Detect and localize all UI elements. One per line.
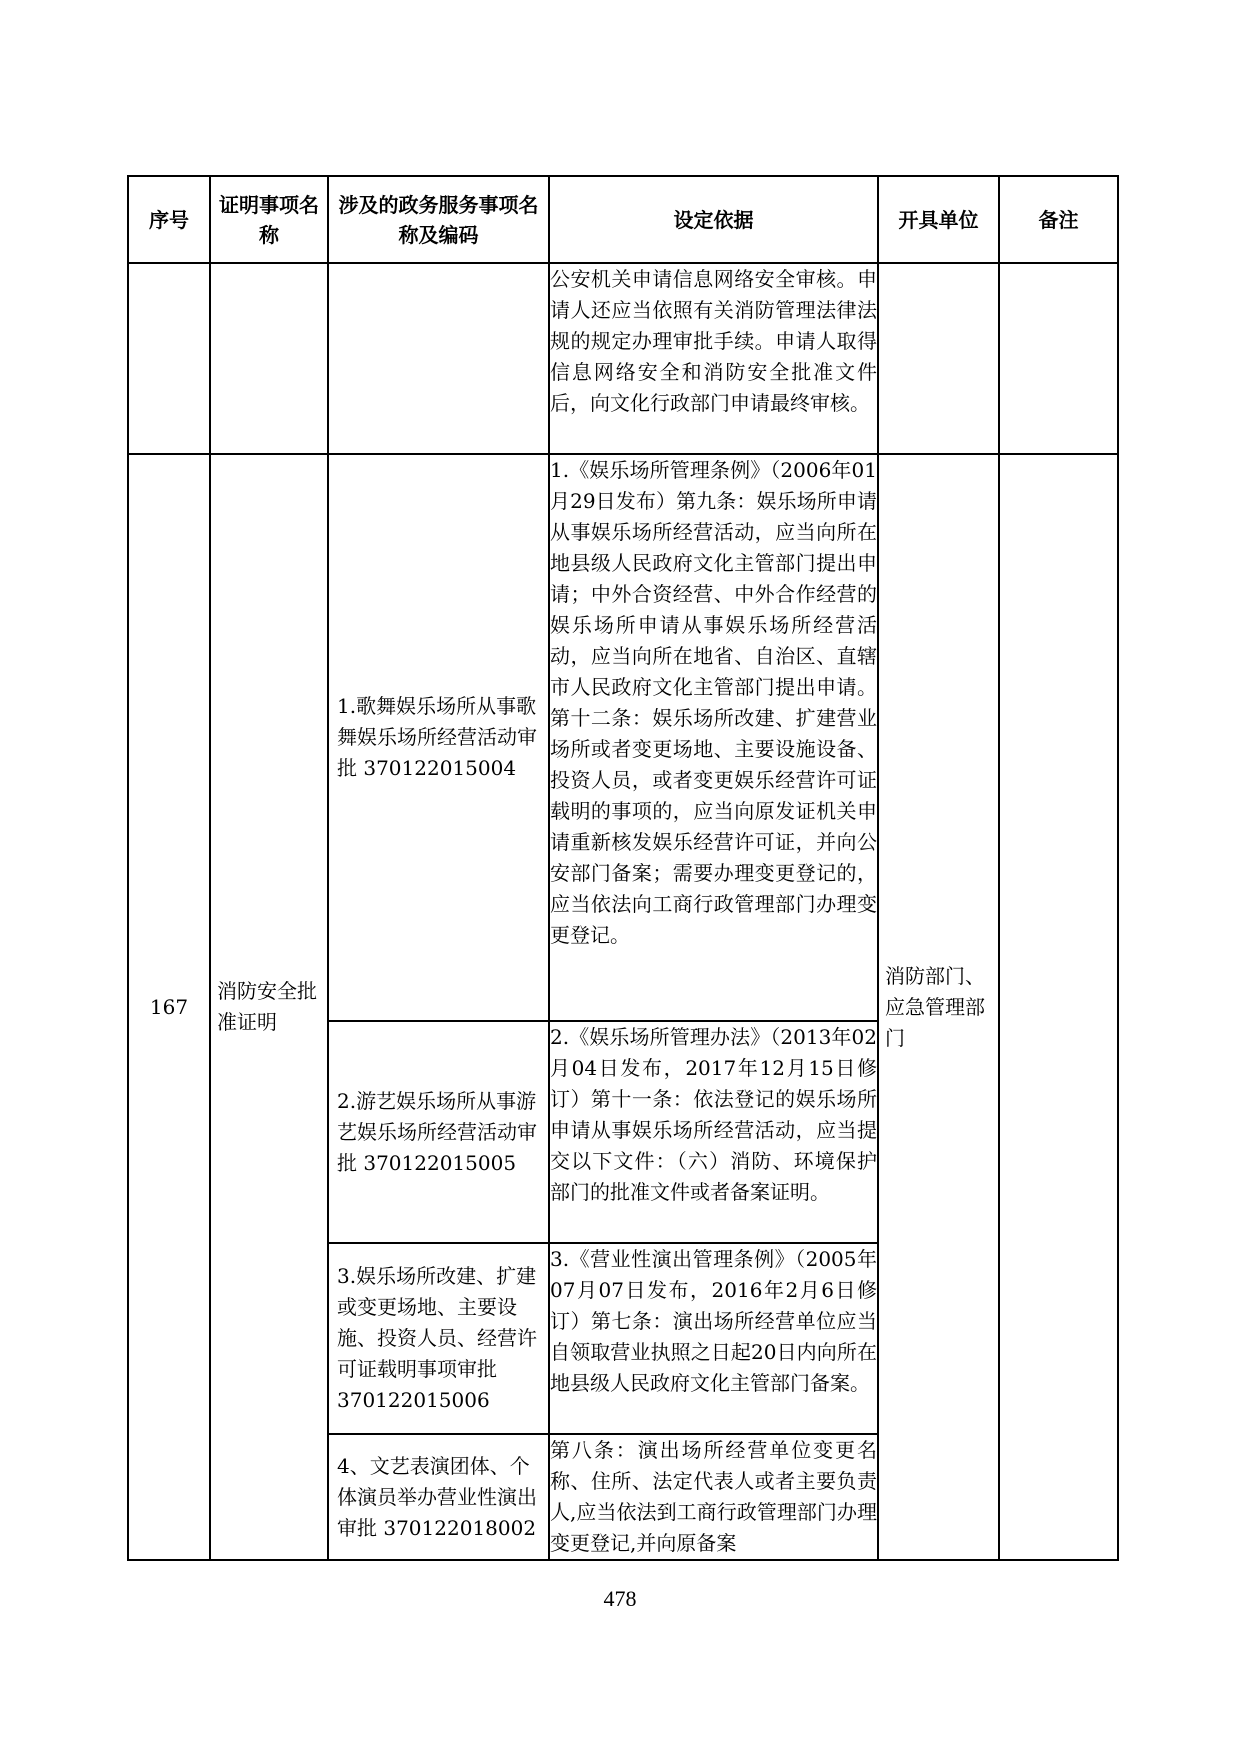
header-service-item: 涉及的政务服务事项名称及编码 [328,176,549,263]
cert-name: 消防安全批准证明 [210,454,328,1560]
cell-empty [999,263,1118,454]
page-number: 478 [603,1586,637,1611]
cell-empty [128,263,210,454]
basis-2: 2.《娱乐场所管理办法》（2013年02月04日发布，2017年12月15日修订）第十一条：依法登记的娱乐场所申请从事娱乐场所经营活动，应当提交以下文件：（六）消防、环境保护部门的批准文件或者备案证明。 [549,1021,878,1243]
header-seq: 序号 [128,176,210,263]
cell-empty [328,263,549,454]
service-item-3: 3.娱乐场所改建、扩建或变更场地、主要设施、投资人员、经营许可证载明事项审批 370122015006 [328,1243,549,1434]
basis-1: 1.《娱乐场所管理条例》（2006年01月29日发布）第九条：娱乐场所申请从事娱乐场所经营活动，应当向所在地县级人民政府文化主管部门提出申请；中外合资经营、中外合作经营的娱乐场所申请从事娱乐场所经营活动，应当向所在地省、自治区、直辖市人民政府文化主管部门提出申请。第十二条：娱乐场所改建、扩建营业场所或者变更场地、主要设施设备、投资人员，或者变更娱乐经营许可证载明的事项的，应当向原发证机关申请重新核发娱乐经营许可证，并向公安部门备案；需要办理变更登记的，应当依法向工商行政管理部门办理变更登记。 [549,454,878,1021]
cell-empty [210,263,328,454]
issuer: 消防部门、应急管理部门 [878,454,999,1560]
service-item-2: 2.游艺娱乐场所从事游艺娱乐场所经营活动审批 370122015005 [328,1021,549,1243]
header-basis: 设定依据 [549,176,878,263]
table-row-continued [128,263,1118,454]
table-row-167-item-1 [128,454,1118,1021]
cell-empty [878,263,999,454]
header-remarks: 备注 [999,176,1118,263]
remarks [999,454,1118,1560]
service-item-1: 1.歌舞娱乐场所从事歌舞娱乐场所经营活动审批 370122015004 [328,454,549,1021]
basis-4: 第八条：演出场所经营单位变更名称、住所、法定代表人或者主要负责人,应当依法到工商行政管理部门办理变更登记,并向原备案 [549,1434,878,1560]
header-issuer: 开具单位 [878,176,999,263]
table-header-row [128,176,1118,263]
basis-continued: 公安机关申请信息网络安全审核。申请人还应当依照有关消防管理法律法规的规定办理审批手续。申请人取得信息网络安全和消防安全批准文件后，向文化行政部门申请最终审核。 [549,263,878,454]
basis-3: 3.《营业性演出管理条例》（2005年07月07日发布，2016年2月6日修订）第七条：演出场所经营单位应当自领取营业执照之日起20日内向所在地县级人民政府文化主管部门备案。 [549,1243,878,1434]
service-item-4: 4、文艺表演团体、个体演员举办营业性演出审批 370122018002 [328,1434,549,1560]
certificate-table [127,175,1119,1561]
row-seq: 167 [128,454,210,1560]
header-cert-name: 证明事项名称 [210,176,328,263]
